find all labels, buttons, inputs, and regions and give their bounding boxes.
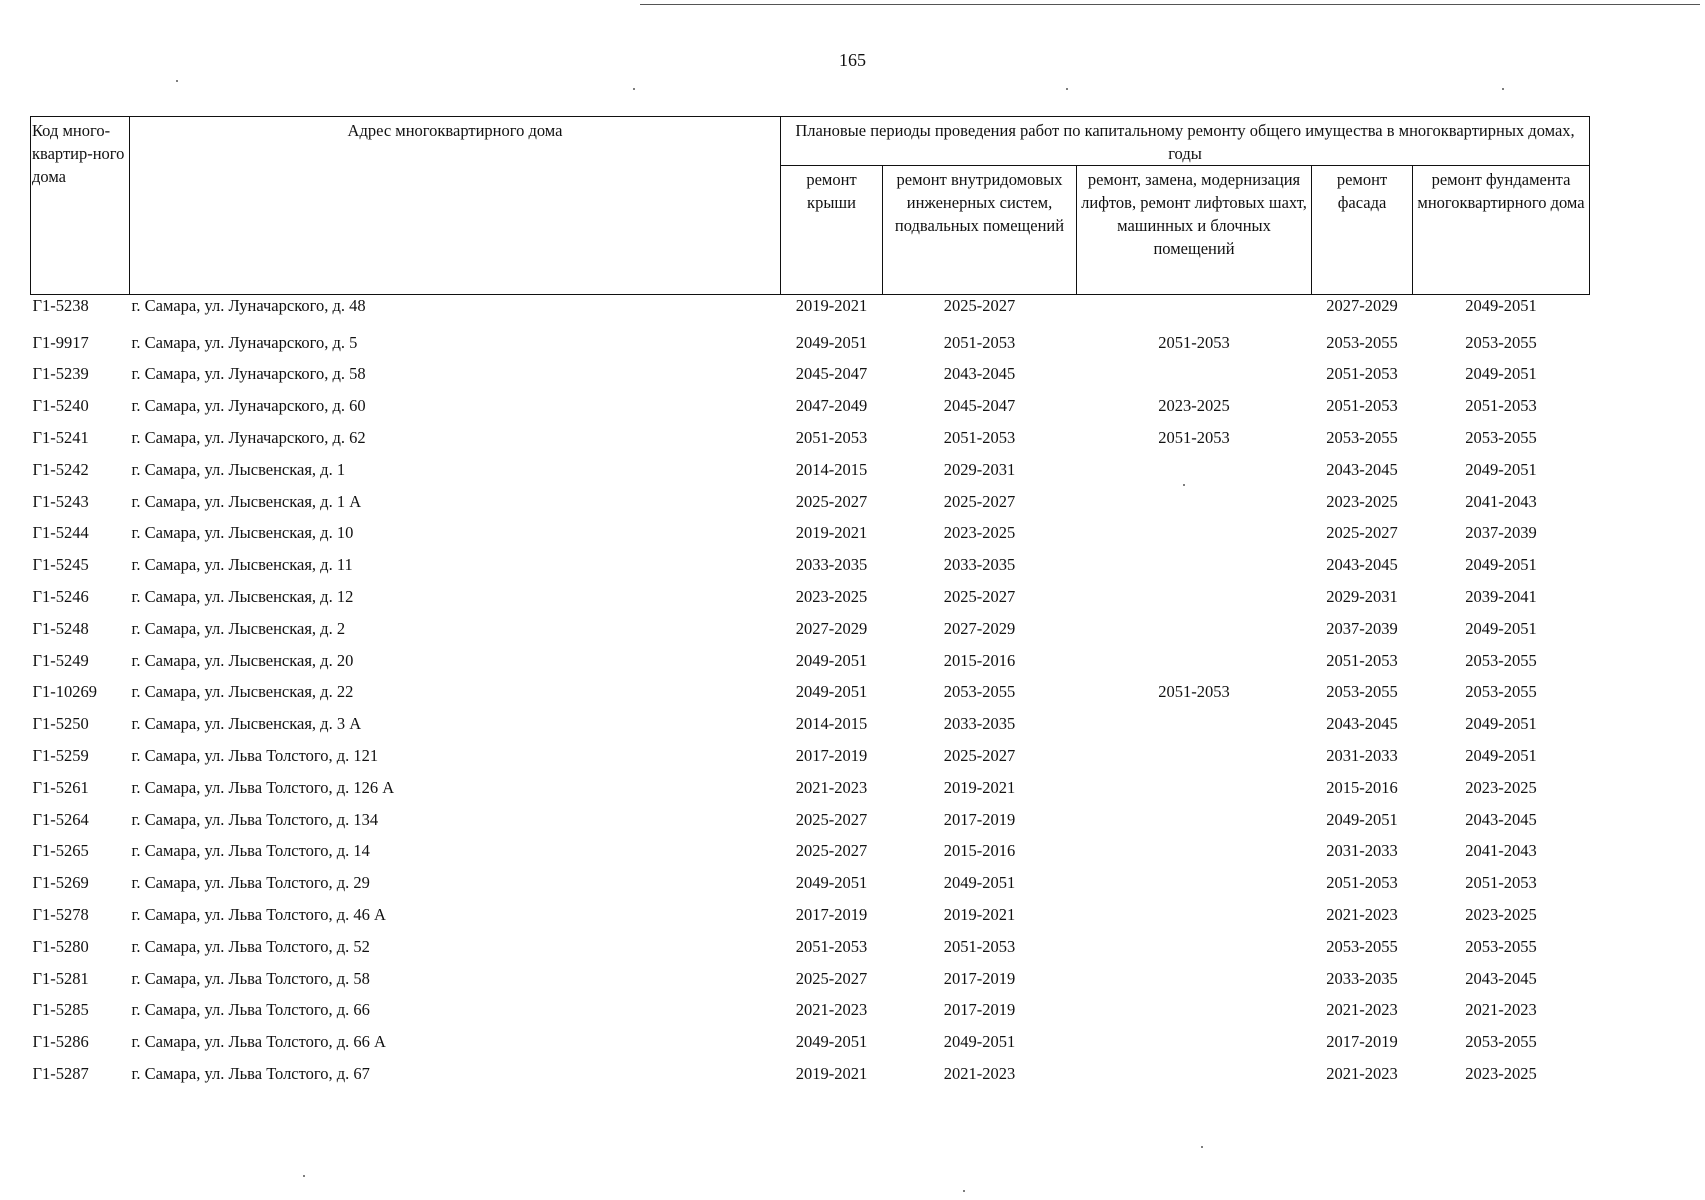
lifts-period-cell [1077,295,1312,327]
foundation-period-cell: 2043-2045 [1465,968,1537,988]
foundation-period-cell: 2053-2055 [1465,650,1537,670]
house-code-cell: Г1-5243 [32,491,89,511]
address-cell: г. Самара, ул. Лысвенская, д. 3 А [131,714,362,734]
foundation-period-cell: 2023-2025 [1465,777,1537,797]
lifts-period-cell: 2023-2025 [1158,396,1230,416]
facade-period-cell: 2021-2023 [1326,1064,1398,1084]
scan-speck [1066,88,1068,90]
foundation-period-cell: 2051-2053 [1465,873,1537,893]
facade-period-cell: 2021-2023 [1326,905,1398,925]
foundation-period-cell: 2049-2051 [1465,746,1537,766]
house-code-cell: Г1-5244 [32,523,89,543]
foundation-period-cell: 2053-2055 [1465,682,1537,702]
address-cell: г. Самара, ул. Луначарского, д. 5 [131,332,358,352]
systems-period-cell: 2043-2045 [943,364,1016,384]
foundation-period-cell: 2053-2055 [1465,332,1537,352]
roof-period-cell: 2049-2051 [795,650,868,670]
scan-speck [1502,88,1504,90]
table-row [31,740,1590,772]
address-cell: г. Самара, ул. Льва Толстого, д. 134 [131,809,379,829]
table-body [31,295,1590,1090]
house-code-cell: Г1-5249 [32,650,89,670]
lifts-period-cell [1077,772,1312,804]
facade-period-cell: 2021-2023 [1326,1000,1398,1020]
table-row [31,390,1590,422]
systems-period-cell: 2017-2019 [943,809,1016,829]
systems-period-cell: 2049-2051 [943,1032,1016,1052]
lifts-period-cell: 2051-2053 [1158,428,1230,448]
table-row [31,486,1590,518]
lifts-period-cell [1077,645,1312,677]
foundation-period-cell: 2053-2055 [1465,428,1537,448]
scan-top-rule [640,4,1700,5]
roof-period-cell: 2047-2049 [795,396,868,416]
house-code-cell: Г1-5246 [32,587,89,607]
facade-period-cell: 2037-2039 [1326,618,1398,638]
address-cell: г. Самара, ул. Льва Толстого, д. 58 [131,968,370,988]
address-cell: г. Самара, ул. Лысвенская, д. 1 А [131,491,362,511]
foundation-period-cell: 2049-2051 [1465,459,1537,479]
systems-period-cell: 2025-2027 [943,296,1016,315]
house-code-cell: Г1-5281 [32,968,89,988]
header-planned-periods: Плановые периоды проведения работ по капитальному ремонту общего имущества в многоквартирных домах, годы [781,117,1590,166]
foundation-period-cell: 2049-2051 [1465,714,1537,734]
table-row [31,422,1590,454]
house-code-cell: Г1-5259 [32,746,89,766]
foundation-period-cell: 2049-2051 [1465,555,1537,575]
table-row [31,804,1590,836]
facade-period-cell: 2023-2025 [1326,491,1398,511]
roof-period-cell: 2025-2027 [795,809,868,829]
address-cell: г. Самара, ул. Льва Толстого, д. 66 А [131,1032,386,1052]
header-systems: ремонт внутридомовых инженерных систем, подвальных помещений [883,166,1077,295]
facade-period-cell: 2051-2053 [1326,364,1398,384]
table-row [31,931,1590,963]
systems-period-cell: 2053-2055 [943,682,1016,702]
address-cell: г. Самара, ул. Лысвенская, д. 12 [131,587,354,607]
roof-period-cell: 2027-2029 [795,618,868,638]
roof-period-cell: 2021-2023 [795,777,868,797]
table-row [31,613,1590,645]
foundation-period-cell: 2037-2039 [1465,523,1537,543]
systems-period-cell: 2025-2027 [943,587,1016,607]
facade-period-cell: 2043-2045 [1326,714,1398,734]
table-row [31,327,1590,359]
address-cell: г. Самара, ул. Лысвенская, д. 11 [131,555,353,575]
address-cell: г. Самара, ул. Лысвенская, д. 2 [131,618,346,638]
systems-period-cell: 2017-2019 [943,1000,1016,1020]
systems-period-cell: 2017-2019 [943,968,1016,988]
lifts-period-cell [1077,549,1312,581]
facade-period-cell: 2027-2029 [1326,296,1398,315]
facade-period-cell: 2025-2027 [1326,523,1398,543]
lifts-period-cell [1077,899,1312,931]
lifts-period-cell [1077,359,1312,391]
header-row-top [31,117,1590,166]
facade-period-cell: 2051-2053 [1326,650,1398,670]
page-number: 165 [839,50,866,70]
table-row [31,1026,1590,1058]
address-cell: г. Самара, ул. Луначарского, д. 48 [131,296,366,315]
foundation-period-cell: 2049-2051 [1465,364,1537,384]
lifts-period-cell [1077,518,1312,550]
header-code: Код много-квартир-ного дома [31,117,130,295]
address-cell: г. Самара, ул. Лысвенская, д. 1 [131,459,346,479]
lifts-period-cell [1077,804,1312,836]
house-code-cell: Г1-9917 [32,332,89,352]
foundation-period-cell: 2039-2041 [1465,587,1537,607]
facade-period-cell: 2031-2033 [1326,746,1398,766]
roof-period-cell: 2025-2027 [795,968,868,988]
systems-period-cell: 2029-2031 [943,459,1016,479]
roof-period-cell: 2019-2021 [795,523,868,543]
systems-period-cell: 2019-2021 [943,777,1016,797]
house-code-cell: Г1-5240 [32,396,89,416]
scan-speck [1183,484,1185,486]
header-facade: ремонт фасада [1312,166,1413,295]
roof-period-cell: 2051-2053 [795,936,868,956]
address-cell: г. Самара, ул. Луначарского, д. 58 [131,364,366,384]
roof-period-cell: 2025-2027 [795,491,868,511]
lifts-period-cell: 2051-2053 [1158,332,1230,352]
house-code-cell: Г1-5286 [32,1032,89,1052]
lifts-period-cell [1077,931,1312,963]
house-code-cell: Г1-5239 [32,364,89,384]
house-code-cell: Г1-5280 [32,936,89,956]
table-row [31,454,1590,486]
address-cell: г. Самара, ул. Льва Толстого, д. 67 [131,1064,370,1084]
lifts-period-cell [1077,963,1312,995]
table-row [31,677,1590,709]
house-code-cell: Г1-5241 [32,428,89,448]
facade-period-cell: 2043-2045 [1326,459,1398,479]
roof-period-cell: 2023-2025 [795,587,868,607]
facade-period-cell: 2033-2035 [1326,968,1398,988]
facade-period-cell: 2031-2033 [1326,841,1398,861]
roof-period-cell: 2049-2051 [795,682,868,702]
systems-period-cell: 2027-2029 [943,618,1016,638]
address-cell: г. Самара, ул. Льва Толстого, д. 52 [131,936,370,956]
table-header [31,117,1590,295]
roof-period-cell: 2045-2047 [795,364,868,384]
systems-period-cell: 2033-2035 [943,714,1016,734]
roof-period-cell: 2051-2053 [795,428,868,448]
lifts-period-cell [1077,867,1312,899]
systems-period-cell: 2025-2027 [943,491,1016,511]
roof-period-cell: 2017-2019 [795,905,868,925]
systems-period-cell: 2045-2047 [943,396,1016,416]
table-row [31,963,1590,995]
table-row [31,772,1590,804]
facade-period-cell: 2017-2019 [1326,1032,1398,1052]
house-code-cell: Г1-5287 [32,1064,89,1084]
scan-speck [1201,1146,1203,1148]
systems-period-cell: 2033-2035 [943,555,1016,575]
foundation-period-cell: 2043-2045 [1465,809,1537,829]
facade-period-cell: 2029-2031 [1326,587,1398,607]
address-cell: г. Самара, ул. Лысвенская, д. 22 [131,682,354,702]
roof-period-cell: 2033-2035 [795,555,868,575]
foundation-period-cell: 2051-2053 [1465,396,1537,416]
systems-period-cell: 2051-2053 [943,332,1016,352]
table-row [31,708,1590,740]
foundation-period-cell: 2023-2025 [1465,905,1537,925]
house-code-cell: Г1-5264 [32,809,89,829]
foundation-period-cell: 2041-2043 [1465,841,1537,861]
lifts-period-cell [1077,836,1312,868]
lifts-period-cell [1077,1026,1312,1058]
address-cell: г. Самара, ул. Луначарского, д. 62 [131,428,366,448]
systems-period-cell: 2019-2021 [943,905,1016,925]
table-row [31,295,1590,327]
repair-schedule-table [30,116,1590,1090]
scan-speck [303,1175,305,1177]
table-row [31,995,1590,1027]
header-foundation: ремонт фундамента многоквартирного дома [1413,166,1590,295]
scan-speck [176,80,178,82]
header-roof: ремонт крыши [781,166,883,295]
address-cell: г. Самара, ул. Луначарского, д. 60 [131,396,366,416]
lifts-period-cell [1077,995,1312,1027]
lifts-period-cell [1077,486,1312,518]
lifts-period-cell [1077,454,1312,486]
roof-period-cell: 2019-2021 [795,1064,868,1084]
table-row [31,581,1590,613]
table-row [31,549,1590,581]
house-code-cell: Г1-5269 [32,873,89,893]
house-code-cell: Г1-5238 [32,296,89,315]
facade-period-cell: 2053-2055 [1326,428,1398,448]
scan-speck [963,1190,965,1192]
facade-period-cell: 2053-2055 [1326,332,1398,352]
systems-period-cell: 2021-2023 [943,1064,1016,1084]
scan-speck [633,88,635,90]
header-lifts: ремонт, замена, модернизация лифтов, ремонт лифтовых шахт, машинных и блочных помещений [1077,166,1312,295]
table-row [31,1058,1590,1090]
lifts-period-cell: 2051-2053 [1158,682,1230,702]
address-cell: г. Самара, ул. Лысвенская, д. 10 [131,523,354,543]
table-row [31,359,1590,391]
roof-period-cell: 2025-2027 [795,841,868,861]
table-row [31,645,1590,677]
facade-period-cell: 2051-2053 [1326,873,1398,893]
house-code-cell: Г1-5245 [32,555,89,575]
systems-period-cell: 2015-2016 [943,841,1016,861]
foundation-period-cell: 2049-2051 [1465,618,1537,638]
lifts-period-cell [1077,708,1312,740]
house-code-cell: Г1-5265 [32,841,89,861]
roof-period-cell: 2049-2051 [795,332,868,352]
roof-period-cell: 2021-2023 [795,1000,868,1020]
roof-period-cell: 2049-2051 [795,873,868,893]
roof-period-cell: 2014-2015 [795,714,868,734]
table-row [31,867,1590,899]
systems-period-cell: 2025-2027 [943,746,1016,766]
house-code-cell: Г1-10269 [32,682,98,702]
facade-period-cell: 2043-2045 [1326,555,1398,575]
systems-period-cell: 2015-2016 [943,650,1016,670]
house-code-cell: Г1-5250 [32,714,89,734]
table-row [31,836,1590,868]
systems-period-cell: 2049-2051 [943,873,1016,893]
facade-period-cell: 2049-2051 [1326,809,1398,829]
facade-period-cell: 2053-2055 [1326,936,1398,956]
table-row [31,899,1590,931]
lifts-period-cell [1077,613,1312,645]
house-code-cell: Г1-5285 [32,1000,89,1020]
facade-period-cell: 2053-2055 [1326,682,1398,702]
house-code-cell: Г1-5248 [32,618,89,638]
address-cell: г. Самара, ул. Лысвенская, д. 20 [131,650,354,670]
house-code-cell: Г1-5261 [32,777,89,797]
roof-period-cell: 2049-2051 [795,1032,868,1052]
header-address: Адрес многоквартирного дома [130,117,781,295]
house-code-cell: Г1-5242 [32,459,89,479]
foundation-period-cell: 2023-2025 [1465,1064,1537,1084]
foundation-period-cell: 2053-2055 [1465,1032,1537,1052]
address-cell: г. Самара, ул. Льва Толстого, д. 126 А [131,777,395,797]
facade-period-cell: 2051-2053 [1326,396,1398,416]
lifts-period-cell [1077,581,1312,613]
address-cell: г. Самара, ул. Льва Толстого, д. 66 [131,1000,370,1020]
address-cell: г. Самара, ул. Льва Толстого, д. 29 [131,873,370,893]
house-code-cell: Г1-5278 [32,905,89,925]
foundation-period-cell: 2049-2051 [1465,296,1537,315]
facade-period-cell: 2015-2016 [1326,777,1398,797]
roof-period-cell: 2019-2021 [795,296,868,315]
lifts-period-cell [1077,740,1312,772]
foundation-period-cell: 2041-2043 [1465,491,1537,511]
foundation-period-cell: 2053-2055 [1465,936,1537,956]
lifts-period-cell [1077,1058,1312,1090]
systems-period-cell: 2051-2053 [943,428,1016,448]
table-row [31,518,1590,550]
systems-period-cell: 2051-2053 [943,936,1016,956]
roof-period-cell: 2014-2015 [795,459,868,479]
roof-period-cell: 2017-2019 [795,746,868,766]
systems-period-cell: 2023-2025 [943,523,1016,543]
address-cell: г. Самара, ул. Льва Толстого, д. 14 [131,841,370,861]
address-cell: г. Самара, ул. Льва Толстого, д. 46 А [131,905,386,925]
address-cell: г. Самара, ул. Льва Толстого, д. 121 [131,746,379,766]
foundation-period-cell: 2021-2023 [1465,1000,1537,1020]
